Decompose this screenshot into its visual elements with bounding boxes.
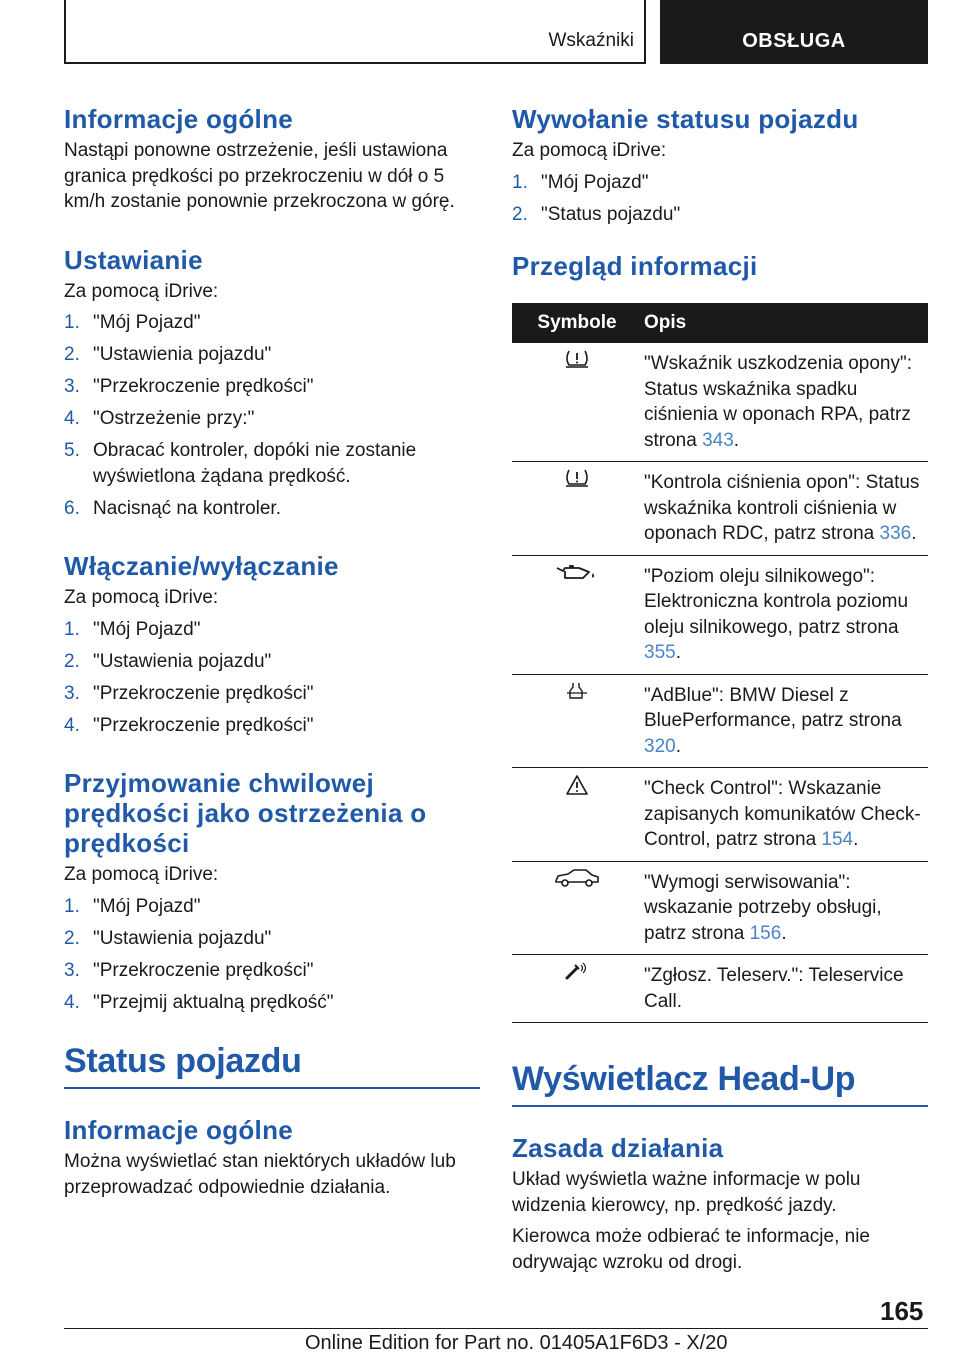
- list-text: "Przekroczenie prędkości": [93, 959, 314, 981]
- punctuation: .: [675, 642, 681, 663]
- page-reference-link[interactable]: 156: [749, 922, 782, 944]
- list-number: 1.: [512, 171, 528, 193]
- teleservice-icon: [563, 963, 591, 984]
- symbol-cell: [512, 674, 642, 768]
- paragraph: Za pomocą iDrive:: [64, 864, 219, 885]
- list-item: [512, 170, 928, 196]
- list-number: 1.: [64, 312, 80, 333]
- description-cell: [642, 555, 928, 674]
- section-principle: [512, 1129, 928, 1275]
- list-item: [64, 990, 480, 1016]
- page-reference-link[interactable]: 154: [821, 829, 854, 850]
- adblue-icon: [565, 683, 589, 704]
- symbol-cell: [512, 343, 642, 462]
- tire-pressure-icon: [562, 470, 592, 491]
- list-text: Obracać kontroler, dopóki nie zostanie wyświetlona żądana prędkość.: [93, 440, 417, 487]
- table-row: [512, 343, 928, 462]
- section-title: Informacje ogólne: [64, 104, 294, 134]
- left-column: [64, 100, 480, 1200]
- symbol-cell: [512, 462, 642, 556]
- chapter-hud: [512, 1059, 928, 1107]
- description-cell: [642, 674, 928, 768]
- page-header: [64, 0, 928, 66]
- list-text: "Przekroczenie prędkości": [93, 682, 314, 704]
- list-item: [64, 374, 480, 400]
- symbol-cell: [512, 861, 642, 955]
- list-text: "Ustawienia pojazdu": [93, 344, 272, 365]
- list-item: [64, 496, 480, 522]
- list-text: "Status pojazdu": [541, 203, 681, 225]
- page-number: 165: [880, 1296, 924, 1326]
- header-section-title: Wskaźniki: [548, 30, 634, 51]
- symbol-cell: [512, 555, 642, 674]
- paragraph: Układ wyświetla ważne informacje w polu widzenia kierowcy, np. prędkość jazdy.: [512, 1169, 861, 1216]
- steps-list: [64, 617, 480, 739]
- section-title: Włączanie/wyłączanie: [64, 551, 339, 581]
- steps-list: [512, 170, 928, 228]
- header-chapter-label: OBSŁUGA: [742, 30, 846, 52]
- section-call-status: [512, 100, 928, 227]
- description-cell: [642, 861, 928, 955]
- steps-list: [64, 310, 480, 521]
- paragraph: Kierowca może odbierać te informacje, nie odrywając wzroku od drogi.: [512, 1226, 871, 1273]
- list-number: 3.: [64, 682, 80, 704]
- list-number: 5.: [64, 440, 80, 461]
- list-text: "Ustawienia pojazdu": [93, 650, 272, 672]
- list-text: "Przekroczenie prędkości": [93, 714, 314, 736]
- paragraph: Nastąpi ponowne ostrzeżenie, jeśli ustawiona granica prędkości po przekroczeniu w dół o 5 km/h zostanie ponownie przekroczona w górę.: [64, 140, 455, 212]
- list-text: "Mój Pojazd": [93, 895, 201, 917]
- punctuation: .: [911, 523, 917, 544]
- list-item: [64, 894, 480, 920]
- punctuation: .: [781, 922, 787, 944]
- section-title: Ustawianie: [64, 244, 203, 275]
- table-row: [512, 674, 928, 768]
- list-text: Nacisnąć na kontroler.: [93, 497, 281, 519]
- paragraph: Za pomocą iDrive:: [64, 587, 219, 608]
- page-reference-link[interactable]: 336: [879, 523, 912, 544]
- list-text: "Przekroczenie prędkości": [93, 376, 314, 397]
- punctuation: .: [675, 735, 681, 757]
- list-number: 2.: [64, 927, 80, 949]
- symbols-table: [512, 303, 928, 1023]
- table-row: [512, 555, 928, 674]
- oil-can-icon: [555, 564, 599, 585]
- list-item: [64, 438, 480, 489]
- list-text: "Przejmij aktualną prędkość": [93, 991, 334, 1013]
- list-text: "Ostrzeżenie przy:": [93, 408, 255, 429]
- symbol-cell: [512, 955, 642, 1023]
- page-reference-link[interactable]: 320: [644, 735, 676, 757]
- list-item: [64, 926, 480, 952]
- description-text: "Check Control": Wskazanie zapisanych komunikatów Check-Control, patrz strona: [644, 778, 921, 850]
- description-cell: [642, 955, 928, 1023]
- list-item: [64, 617, 480, 643]
- list-number: 2.: [512, 203, 528, 225]
- list-item: [64, 649, 480, 675]
- paragraph: Można wyświetlać stan niektórych układów lub przeprowadzać odpowiednie działania.: [64, 1151, 456, 1198]
- column-header-description: Opis: [642, 303, 928, 343]
- table-row: [512, 955, 928, 1023]
- section-title: Przegląd informacji: [512, 251, 758, 281]
- list-item: [512, 202, 928, 228]
- punctuation: .: [853, 829, 859, 850]
- table-row: [512, 462, 928, 556]
- section-title: Informacje ogólne: [64, 1115, 294, 1145]
- description-text: "AdBlue": BMW Diesel z BluePerformance, patrz strona: [644, 684, 902, 731]
- list-item: [64, 958, 480, 984]
- list-text: "Mój Pojazd": [93, 618, 201, 640]
- warning-triangle-icon: [565, 776, 589, 797]
- chapter-title: Status pojazdu: [64, 1041, 480, 1089]
- list-item: [64, 681, 480, 707]
- section-general-info: [64, 100, 480, 215]
- table-row: [512, 861, 928, 955]
- section-toggle: [64, 547, 480, 738]
- column-header-symbols: Symbole: [512, 303, 642, 343]
- tire-damage-icon: [562, 351, 592, 372]
- description-text: "Kontrola ciśnienia opon": Status wskaźnika kontroli ciśnienia w oponach RDC, patrz strona: [644, 472, 920, 544]
- list-number: 6.: [64, 497, 80, 519]
- chapter-title: Wyświetlacz Head-Up: [512, 1059, 928, 1107]
- table-row: [512, 768, 928, 862]
- list-item: [64, 310, 480, 336]
- paragraph: Za pomocą iDrive:: [512, 140, 667, 161]
- list-item: [64, 406, 480, 432]
- steps-list: [64, 894, 480, 1016]
- section-title: Wywołanie statusu pojazdu: [512, 104, 859, 134]
- description-text: "Wymogi serwisowania": wskazanie potrzeby obsługi, patrz strona: [644, 871, 882, 944]
- list-number: 3.: [64, 959, 80, 981]
- description-cell: [642, 343, 928, 462]
- list-number: 1.: [64, 895, 80, 917]
- section-overview: [512, 247, 928, 1023]
- list-number: 4.: [64, 408, 80, 429]
- right-column: [512, 100, 928, 1275]
- punctuation: .: [733, 429, 740, 451]
- section-title: Przyjmowanie chwilowej prędkości jako ostrzeżenia o prędkości: [64, 768, 427, 858]
- section-status-info: [64, 1111, 480, 1200]
- list-number: 4.: [64, 714, 80, 736]
- header-chapter-tab: [660, 0, 928, 64]
- list-text: "Mój Pojazd": [93, 312, 201, 333]
- page-reference-link[interactable]: 343: [702, 429, 734, 451]
- list-item: [64, 342, 480, 368]
- page-reference-link[interactable]: 355: [644, 642, 676, 663]
- symbol-cell: [512, 768, 642, 862]
- list-text: "Mój Pojazd": [541, 171, 649, 193]
- list-number: 3.: [64, 376, 80, 397]
- list-number: 2.: [64, 344, 80, 365]
- paragraph: Za pomocą iDrive:: [64, 280, 219, 302]
- list-number: 2.: [64, 650, 80, 672]
- description-cell: [642, 462, 928, 556]
- footer-divider: [64, 1328, 928, 1329]
- section-title: Zasada działania: [512, 1133, 724, 1163]
- list-number: 1.: [64, 618, 80, 640]
- list-text: "Ustawienia pojazdu": [93, 927, 272, 949]
- description-cell: [642, 768, 928, 862]
- description-text: "Poziom oleju silnikowego": Elektroniczna kontrola poziomu oleju silnikowego, patrz strona: [644, 565, 909, 638]
- service-car-icon: [554, 870, 600, 891]
- list-number: 4.: [64, 991, 80, 1013]
- footer-edition: Online Edition for Part no. 01405A1F6D3 - X/20: [305, 1332, 728, 1354]
- list-item: [64, 713, 480, 739]
- description-text: "Wskaźnik uszkodzenia opony": Status wskaźnika spadku ciśnienia w oponach RPA, patrz strona: [644, 353, 913, 451]
- section-adopt-speed: [64, 764, 480, 1015]
- chapter-vehicle-status: [64, 1041, 480, 1089]
- section-settings: [64, 241, 480, 522]
- description-text: "Zgłosz. Teleserv.": Teleservice Call.: [644, 965, 904, 1012]
